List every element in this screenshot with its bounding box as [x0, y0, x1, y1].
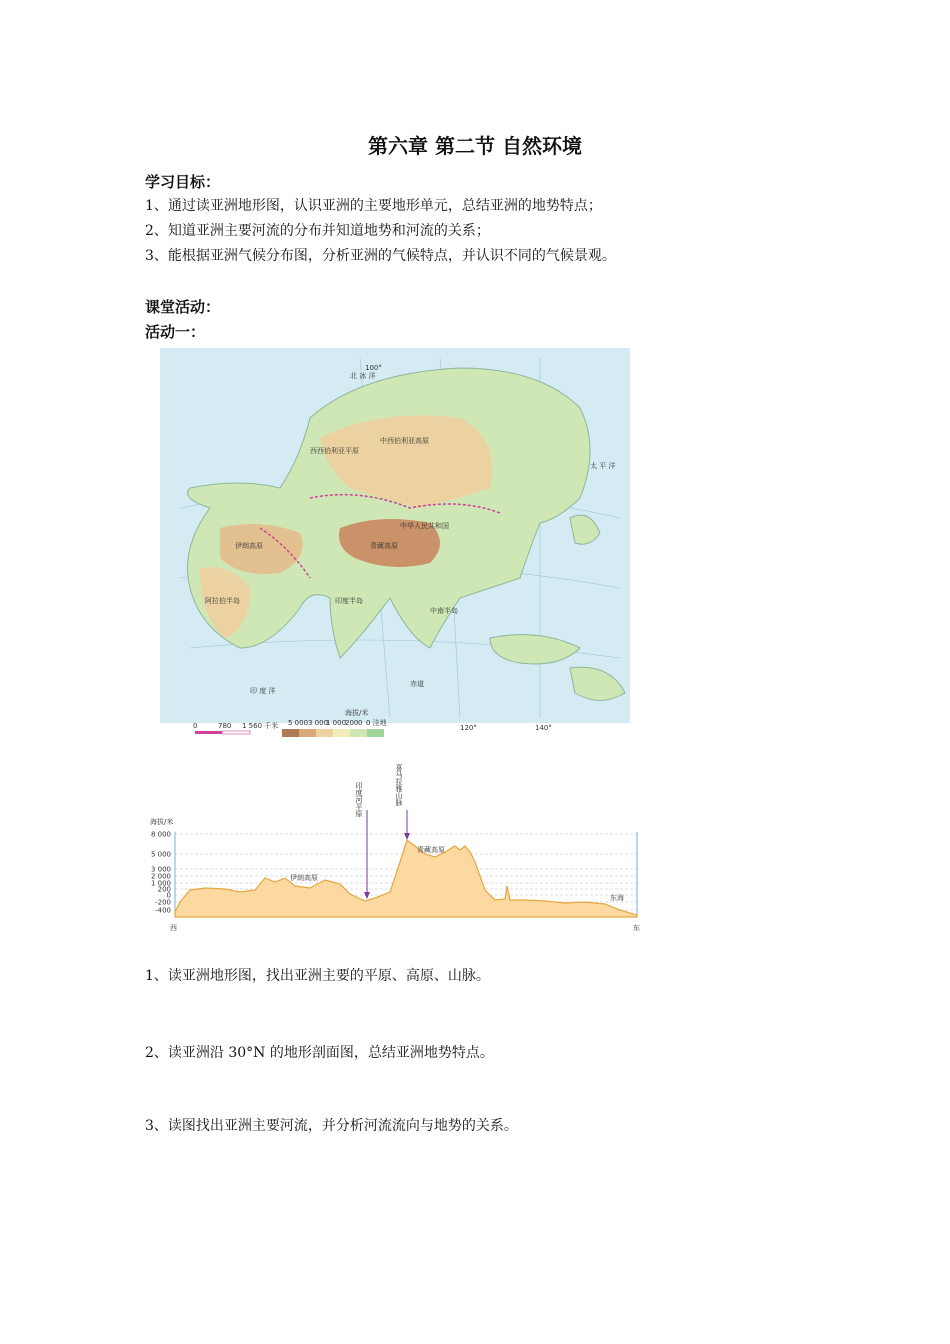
label-arctic: 北 冰 洋 — [350, 372, 376, 380]
label-region3: 青藏高原 — [370, 542, 398, 550]
label-indian: 印 度 洋 — [250, 687, 276, 695]
label-pacific: 太 平 洋 — [590, 462, 616, 470]
question-1: 1、读亚洲地形图，找出亚洲主要的平原、高原、山脉。 — [145, 968, 490, 984]
legend-title: 海拔/米 — [345, 709, 369, 717]
label-indus-plain: 印度河平原 — [355, 782, 363, 817]
question-3: 3、读图找出亚洲主要河流，并分析河流流向与地势的关系。 — [145, 1118, 518, 1134]
label-equator: 赤道 — [410, 680, 424, 688]
label-lon-100: 100° — [365, 364, 382, 372]
y-tick-label: 1 000 — [150, 879, 171, 888]
scale-1560: 1 560 千米 — [242, 722, 279, 730]
activities-heading: 课堂活动： — [145, 298, 221, 316]
legend-3000: 3 000 — [308, 719, 329, 727]
goal-item-1: 1、通过读亚洲地形图，认识亚洲的主要地形单元，总结亚洲的地势特点； — [145, 198, 602, 214]
x-label-east: 东 — [633, 924, 640, 932]
scale-780: 780 — [218, 722, 232, 730]
legend-swatch — [282, 729, 299, 737]
y-tick-label: 0 — [166, 891, 171, 900]
legend-0: 0 — [358, 719, 363, 727]
legend-swatch — [316, 729, 333, 737]
goal-item-2: 2、知道亚洲主要河流的分布并知道地势和河流的关系； — [145, 223, 490, 239]
himalaya-arrowhead — [404, 833, 410, 840]
label-region6: 印度半岛 — [335, 597, 363, 605]
label-region1: 中西伯利亚高原 — [380, 437, 429, 445]
profile-y-title: 海拔/米 — [150, 818, 174, 826]
asia-topographic-map — [160, 348, 630, 738]
goals-heading: 学习目标： — [145, 173, 221, 191]
label-region5: 阿拉伯半岛 — [205, 597, 240, 605]
legend-swatch — [333, 729, 350, 737]
label-tibet-plateau: 青藏高原 — [417, 846, 445, 854]
page-title: 第六章 第二节 自然环境 — [368, 134, 582, 158]
label-east-sea: 东海 — [610, 894, 624, 902]
y-tick-label: 2 000 — [150, 872, 171, 881]
y-tick-label: 5 000 — [150, 850, 171, 859]
legend-swatch — [367, 729, 384, 737]
label-china: 中华人民共和国 — [400, 522, 449, 530]
legend-swatch — [350, 729, 367, 737]
profile-terrain — [175, 840, 637, 917]
y-tick-label: -400 — [155, 906, 171, 915]
question-2: 2、读亚洲沿 30°N 的地形剖面图，总结亚洲地势特点。 — [145, 1045, 494, 1061]
y-tick-label: 3 000 — [150, 865, 171, 874]
label-iran-plateau: 伊朗高原 — [290, 874, 318, 882]
scale-0: 0 — [193, 722, 198, 730]
x-label-west: 西 — [170, 924, 177, 932]
indus-arrowhead — [364, 892, 370, 899]
y-tick-label: 8 000 — [150, 830, 171, 839]
label-region7: 中南半岛 — [430, 607, 458, 615]
legend-swatch — [299, 729, 316, 737]
label-region4: 伊朗高原 — [235, 542, 263, 550]
label-lon-120: 120° — [460, 724, 477, 732]
legend-200: 200 — [345, 719, 359, 727]
y-tick-label: 200 — [157, 885, 171, 894]
legend-5000: 5 000 — [288, 719, 309, 727]
label-himalaya: 喜马拉雅山脉 — [395, 764, 403, 806]
label-lon-140: 140° — [535, 724, 552, 732]
goal-item-3: 3、能根据亚洲气候分布图，分析亚洲的气候特点，并认识不同的气候景观。 — [145, 248, 616, 264]
legend-depression: 0 洼地 — [366, 719, 387, 727]
activity-one-heading: 活动一： — [145, 323, 206, 341]
y-tick-label: -200 — [155, 898, 171, 907]
legend-1000: 1 000 — [326, 719, 347, 727]
label-region2: 西西伯利亚平原 — [310, 447, 359, 455]
terrain-profile-30n — [145, 762, 650, 937]
